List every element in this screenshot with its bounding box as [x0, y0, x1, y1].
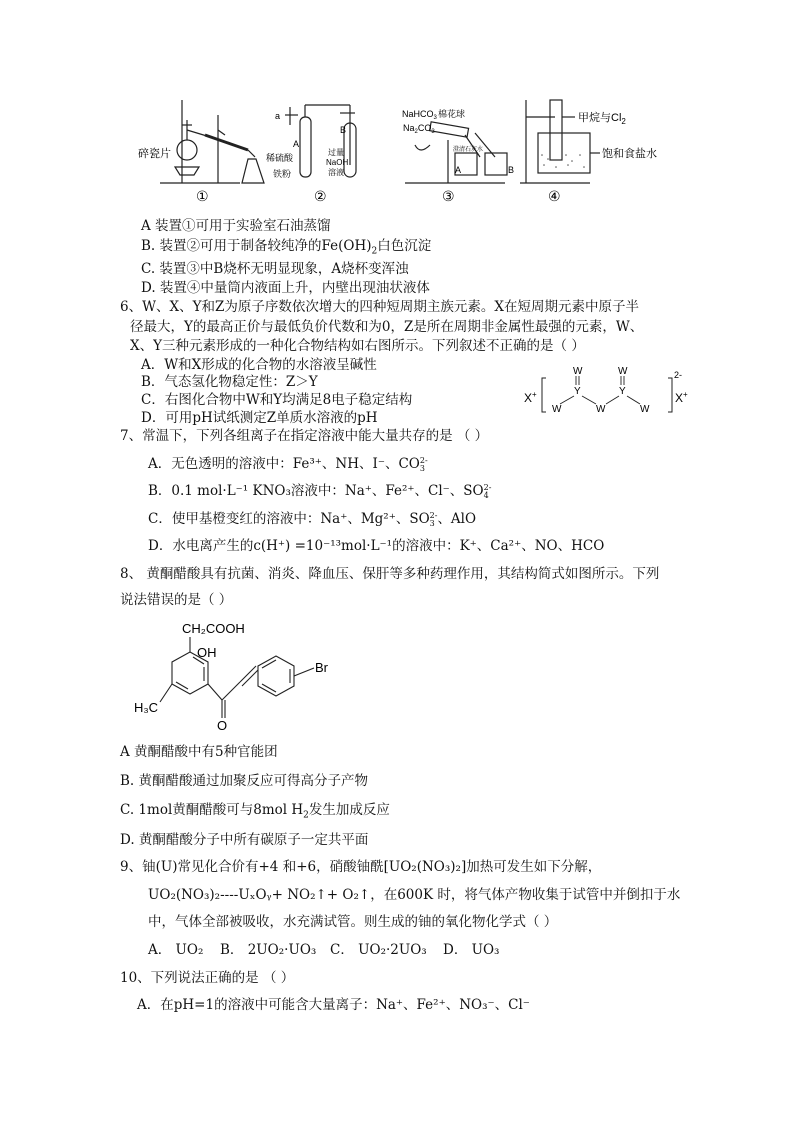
q8-structure	[130, 620, 345, 738]
q8-ch2cooh: CH₂COOH	[182, 621, 245, 636]
q6-option-a: A．W和X形成的化合物的水溶液呈碱性	[141, 357, 377, 373]
q8-stem-line2: 说法错误的是（ ）	[120, 592, 233, 608]
label-a: a	[275, 111, 281, 121]
label-A2: A	[293, 139, 300, 149]
q6-y1: Y	[574, 386, 581, 397]
q6-w-left: W	[552, 404, 562, 415]
q6-option-b: B．气态氢化物稳定性：Z＞Y	[141, 374, 318, 390]
label-chengqing: 澄清石灰水	[453, 147, 484, 153]
q10-option-a: A．在pH=1的溶液中可能含大量离子：Na⁺、Fe²⁺、NO₃⁻、Cl⁻	[137, 997, 530, 1013]
q6-option-d: D．可用pH试纸测定Z单质水溶液的pH	[141, 410, 378, 426]
label-rongye: 溶液	[328, 168, 344, 177]
q6-w-right: W	[640, 404, 650, 415]
q6-y2: Y	[619, 386, 626, 397]
label-naoh: NaOH	[326, 158, 349, 167]
label-number-1: ①	[196, 188, 209, 204]
q6-w-top2: W	[618, 366, 628, 377]
label-number-3: ③	[442, 188, 455, 204]
q9-option-d: D． UO₃	[443, 942, 500, 958]
apparatus-1	[160, 100, 264, 183]
label-number-2: ②	[314, 188, 327, 204]
q8-option-a: A 黄酮醋酸中有5种官能团	[120, 744, 278, 760]
q5-option-a: A 装置①可用于实验室石油蒸馏	[141, 218, 331, 234]
label-nahco3: NaHCO$_3$	[402, 109, 437, 121]
label-B2: B	[340, 125, 347, 135]
q8-oh: OH	[197, 645, 217, 660]
q10-stem: 10、下列说法正确的是 （ ）	[120, 970, 295, 986]
q6-w-mid: W	[596, 404, 606, 415]
q6-x-right: X+	[675, 390, 688, 405]
q5-option-c: C. 装置③中B烧杯无明显现象，A烧杯变浑浊	[141, 261, 409, 277]
q8-h3c: H₃C	[134, 700, 159, 715]
label-guoliang: 过量	[328, 148, 344, 157]
q6-option-c: C．右图化合物中W和Y均满足8电子稳定结构	[141, 392, 413, 408]
label-mianhuaqiu: 棉花球	[438, 109, 466, 119]
label-xiliusuan: 稀硫酸	[266, 153, 294, 163]
q6-stem-line3: X、Y三种元素形成的一种化合物结构如右图所示。下列叙述不正确的是（ ）	[130, 338, 585, 354]
label-zuicipian: 碎瓷片	[138, 148, 171, 160]
q9-stem-line3: 中，气体全部被吸收，水充满试管。则生成的铀的氧化物化学式（ ）	[148, 914, 558, 930]
q6-structure	[522, 364, 692, 420]
q7-option-d: D．水电离产生的c(H⁺) =10⁻¹³mol·L⁻¹的溶液中：K⁺、Ca²⁺、NO、HCO	[148, 538, 605, 554]
q5-option-d: D. 装置④中量筒内液面上升，内壁出现油状液体	[141, 280, 430, 296]
label-A3: A	[455, 165, 462, 175]
label-tiefen: 铁粉	[273, 169, 292, 179]
label-number-4: ④	[548, 188, 561, 204]
q8-br: Br	[315, 660, 328, 675]
q6-charge: 2-	[674, 370, 683, 380]
q8-stem-line1: 8、 黄酮醋酸具有抗菌、消炎、降血压、保肝等多种药理作用，其结构简式如图所示。下列	[120, 566, 660, 582]
q7-option-b: B．0.1 mol·L⁻¹ KNO₃溶液中：Na⁺、Fe²⁺、Cl⁻、SO 2- 4	[148, 482, 492, 500]
q8-option-d: D. 黄酮醋酸分子中所有碳原子一定共平面	[120, 832, 369, 848]
label-methane: 甲烷与$Cl_2$	[578, 112, 626, 126]
q9-option-c: C． UO₂·2UO₃	[330, 942, 427, 958]
q6-w-top1: W	[573, 366, 583, 377]
q9-stem-line2: UO₂(NO₃)₂----UₓOᵧ+ NO₂↑+ O₂↑，在600K 时，将气体产物收集于试管中并倒扣于水	[148, 887, 681, 903]
q5-option-b: B. 装置②可用于制备较纯净的$Fe(OH)_2$白色沉淀	[141, 238, 432, 257]
label-B3: B	[508, 165, 515, 175]
q7-option-c: C．使甲基橙变红的溶液中：Na⁺、Mg²⁺、SO 2- 3 、AlO	[148, 510, 477, 528]
q6-stem-line2: 径最大，Y的最高正价与最低负价代数和为0，Z是所在周期非金属性最强的元素，W、	[130, 319, 644, 335]
saltwater-dots	[541, 154, 585, 168]
apparatus-figure	[130, 95, 690, 205]
q6-x-left: X+	[524, 390, 537, 405]
q9-option-a: A． UO₂	[148, 942, 204, 958]
q8-option-c: C. 1mol黄酮醋酸可与8mol $H_2$发生加成反应	[120, 802, 390, 821]
q9-option-b: B． 2UO₂·UO₃	[220, 942, 317, 958]
q8-option-b: B. 黄酮醋酸通过加聚反应可得高分子产物	[120, 773, 369, 789]
q7-stem: 7、常温下，下列各组离子在指定溶液中能大量共存的是 （ ）	[120, 428, 489, 444]
q7-option-a: A．无色透明的溶液中：Fe³⁺、NH、I⁻、CO 2- 3	[148, 455, 428, 473]
label-na2co3: $Na_2CO_3$	[403, 123, 435, 135]
label-saltwater: 饱和食盐水	[602, 148, 657, 160]
q6-stem-line1: 6、W、X、Y和Z为原子序数依次增大的四种短周期主族元素。X在短周期元素中原子半	[120, 299, 639, 315]
q9-stem-line1: 9、铀(U)常见化合价有+4 和+6，硝酸铀酰[UO₂(NO₃)₂]加热可发生如下分解，	[120, 859, 602, 875]
q8-o: O	[217, 718, 228, 733]
